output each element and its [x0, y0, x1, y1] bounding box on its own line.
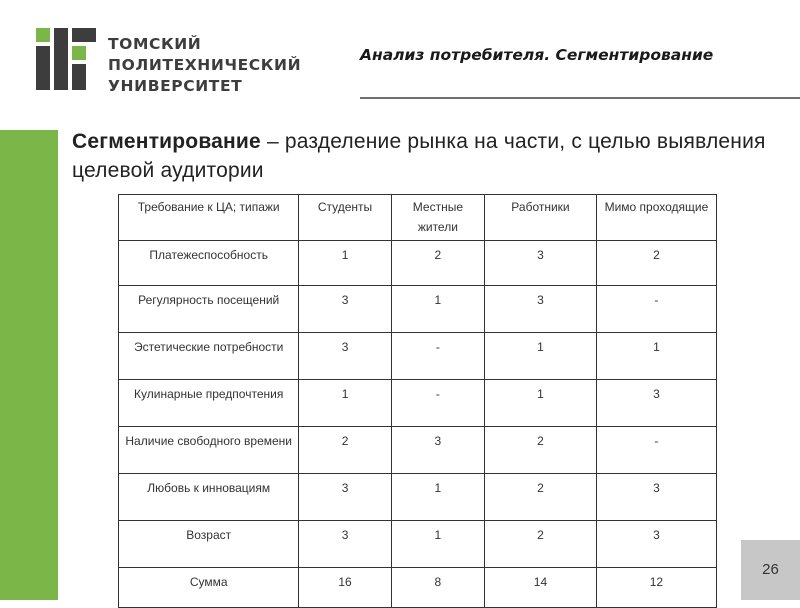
- table-row: [119, 521, 717, 568]
- table-row: [119, 241, 717, 286]
- cell-value: 1: [299, 380, 391, 427]
- header-workers: Работники: [485, 195, 597, 241]
- slide-title: Анализ потребителя. Сегментирование: [360, 46, 714, 64]
- table-row: [119, 380, 717, 427]
- cell-value: 3: [485, 241, 597, 286]
- definition-text: [72, 127, 772, 185]
- cell-value: 8: [391, 568, 484, 608]
- left-accent-bar: [0, 130, 58, 600]
- cell-value: 1: [596, 333, 716, 380]
- cell-value: 3: [299, 474, 391, 521]
- row-label: Сумма: [119, 568, 299, 608]
- cell-value: -: [596, 286, 716, 333]
- cell-value: 3: [596, 521, 716, 568]
- cell-value: 3: [299, 333, 391, 380]
- cell-value: 1: [485, 333, 597, 380]
- row-label: Кулинарные предпочтения: [119, 380, 299, 427]
- row-label: Возраст: [119, 521, 299, 568]
- cell-value: 16: [299, 568, 391, 608]
- definition-body: – разделение рынка на части, с целью выявления целевой аудитории: [72, 130, 766, 182]
- cell-value: 2: [485, 521, 597, 568]
- university-name: [108, 34, 301, 97]
- cell-value: 2: [391, 241, 484, 286]
- row-label: Платежеспособность: [119, 241, 299, 286]
- row-label: Любовь к инновациям: [119, 474, 299, 521]
- cell-value: 1: [391, 286, 484, 333]
- cell-value: 1: [391, 521, 484, 568]
- row-label: Регулярность посещений: [119, 286, 299, 333]
- table-row: [119, 286, 717, 333]
- cell-value: 3: [485, 286, 597, 333]
- row-label: Эстетические потребности: [119, 333, 299, 380]
- segmentation-table: [118, 194, 717, 608]
- cell-value: 2: [485, 427, 597, 474]
- cell-value: 2: [485, 474, 597, 521]
- cell-value: -: [596, 427, 716, 474]
- cell-value: -: [391, 333, 484, 380]
- cell-value: 3: [299, 521, 391, 568]
- cell-value: -: [391, 380, 484, 427]
- definition-term: Сегментирование: [72, 130, 261, 153]
- tpu-logo-icon: [36, 28, 96, 90]
- page-number: 26: [741, 540, 800, 600]
- table-header-row: [119, 195, 717, 241]
- cell-value: 2: [299, 427, 391, 474]
- table-row: [119, 474, 717, 521]
- university-name-line-2: ПОЛИТЕХНИЧЕСКИЙ: [108, 56, 302, 74]
- cell-value: 3: [596, 474, 716, 521]
- table-row: [119, 333, 717, 380]
- header-students: Студенты: [299, 195, 391, 241]
- cell-value: 14: [485, 568, 597, 608]
- cell-value: 12: [596, 568, 716, 608]
- cell-value: 3: [299, 286, 391, 333]
- cell-value: 2: [596, 241, 716, 286]
- cell-value: 3: [596, 380, 716, 427]
- header-locals: Местные жители: [391, 195, 484, 241]
- table-row-sum: [119, 568, 717, 608]
- header-requirement: Требование к ЦА; типажи: [119, 195, 299, 241]
- cell-value: 1: [299, 241, 391, 286]
- table-row: [119, 427, 717, 474]
- title-divider: [360, 97, 800, 99]
- row-label: Наличие свободного времени: [119, 427, 299, 474]
- cell-value: 3: [391, 427, 484, 474]
- cell-value: 1: [485, 380, 597, 427]
- cell-value: 1: [391, 474, 484, 521]
- university-name-line-3: УНИВЕРСИТЕТ: [108, 77, 243, 95]
- university-name-line-1: ТОМСКИЙ: [108, 35, 202, 53]
- header-passersby: Мимо проходящие: [596, 195, 716, 241]
